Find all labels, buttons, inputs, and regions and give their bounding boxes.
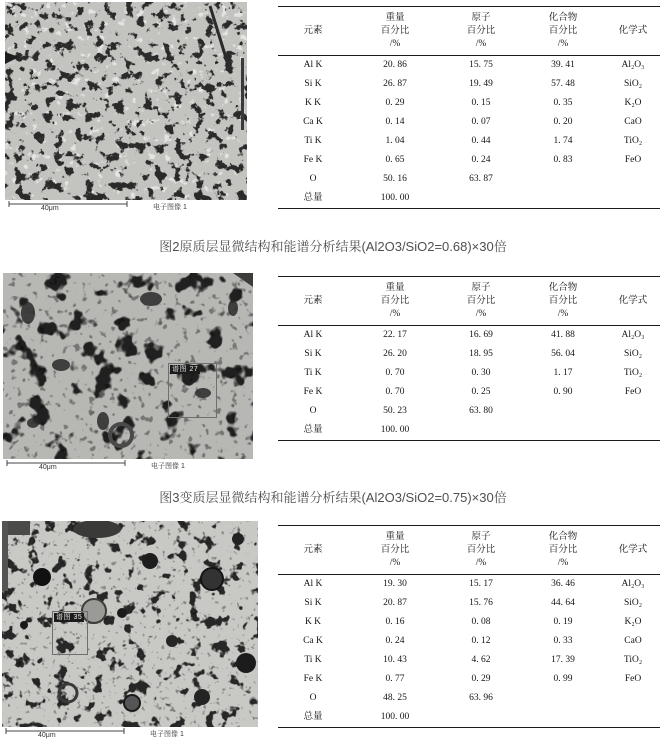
table-cell	[442, 708, 520, 728]
table-cell: 17. 39	[551, 655, 575, 665]
table-cell: 100. 00	[380, 712, 410, 722]
column-header: 重量 百分比 /%	[380, 283, 410, 319]
column-header: 化学式	[618, 26, 648, 36]
table-cell: CaO	[624, 636, 642, 646]
eds-table-column	[266, 519, 666, 728]
figure-caption: 图3变质层显微结构和能谱分析结果(Al2O3/SiO2=0.75)×30倍	[159, 490, 507, 505]
table-cell	[442, 421, 520, 441]
table-cell: TiO₂	[623, 368, 643, 378]
table-row	[278, 651, 660, 670]
scale-strip	[2, 727, 258, 741]
column-header: 重量 百分比 /%	[380, 532, 410, 568]
sem-micrograph	[5, 2, 247, 200]
table-cell: 0. 70	[385, 368, 405, 378]
scale-label: 40μm	[38, 732, 56, 739]
table-cell	[520, 708, 606, 728]
table-cell: 0. 08	[471, 617, 491, 627]
sem-image	[5, 2, 247, 214]
table-cell: K₂O	[624, 617, 642, 627]
sem-image-column	[0, 0, 266, 214]
table-header-row	[278, 277, 660, 326]
eds-table-column	[266, 0, 666, 209]
table-cell: 0. 20	[553, 117, 573, 127]
table-cell: 4. 62	[471, 655, 491, 665]
table-cell: Al₂O₃	[621, 579, 645, 589]
table-row	[278, 56, 660, 76]
detector-label: 电子图像 1	[153, 204, 187, 211]
column-header: 原子 百分比 /%	[466, 13, 496, 49]
table-row	[278, 94, 660, 113]
table-cell: 18. 95	[469, 349, 493, 359]
table-cell: 48. 25	[383, 693, 407, 703]
table-cell	[520, 421, 606, 441]
table-cell: CaO	[624, 117, 642, 127]
column-header: 化合物 百分比 /%	[548, 532, 578, 568]
table-cell: Ca K	[303, 636, 323, 646]
table-cell: 50. 23	[383, 406, 407, 416]
table-cell: 63. 96	[469, 693, 493, 703]
table-cell: 0. 35	[553, 98, 573, 108]
sem-micrograph	[2, 521, 258, 727]
table-cell: 10. 43	[383, 655, 407, 665]
scale-label: 40μm	[41, 205, 59, 212]
table-cell: 63. 80	[469, 406, 493, 416]
table-cell: SiO₂	[623, 79, 643, 89]
eds-table	[278, 525, 660, 728]
table-cell: 0. 33	[553, 636, 573, 646]
table-cell: 0. 77	[385, 674, 405, 684]
table-cell: 0. 30	[471, 368, 491, 378]
table-cell: Al₂O₃	[621, 330, 645, 340]
table-row	[278, 364, 660, 383]
table-cell	[520, 689, 606, 708]
column-header: 元素	[303, 296, 323, 306]
eds-table	[278, 276, 660, 441]
table-row	[278, 670, 660, 689]
table-cell: 15. 17	[469, 579, 493, 589]
table-cell: 39. 41	[551, 60, 575, 70]
spectrum-annotation-box	[52, 611, 88, 655]
table-cell: 0. 29	[471, 674, 491, 684]
table-cell	[520, 170, 606, 189]
table-cell: 0. 16	[385, 617, 405, 627]
sem-image-column	[0, 519, 266, 741]
table-cell: 0. 07	[471, 117, 491, 127]
table-row	[278, 575, 660, 595]
table-cell: 100. 00	[380, 193, 410, 203]
table-cell: K₂O	[624, 98, 642, 108]
spectrum-annotation-box	[168, 363, 217, 418]
table-cell: 26. 87	[383, 79, 407, 89]
table-row	[278, 613, 660, 632]
table-cell: 19. 49	[469, 79, 493, 89]
table-cell: 22. 17	[383, 330, 407, 340]
table-cell: 15. 76	[469, 598, 493, 608]
table-row	[278, 383, 660, 402]
spectrum-annotation-label: 谱图 27	[172, 366, 199, 373]
table-cell: 44. 64	[551, 598, 575, 608]
table-cell: 总量	[303, 425, 323, 435]
table-cell: 0. 65	[385, 155, 405, 165]
table-cell	[606, 189, 660, 209]
column-header: 原子 百分比 /%	[466, 283, 496, 319]
table-header-row	[278, 526, 660, 575]
table-cell	[606, 708, 660, 728]
table-cell: Ti K	[304, 655, 322, 665]
table-row	[278, 189, 660, 209]
table-cell: 50. 16	[383, 174, 407, 184]
table-cell: 0. 24	[471, 155, 491, 165]
column-header: 原子 百分比 /%	[466, 532, 496, 568]
table-cell: FeO	[624, 674, 642, 684]
table-cell: Ca K	[303, 117, 323, 127]
detector-label: 电子图像 1	[150, 731, 184, 738]
table-cell: 16. 69	[469, 330, 493, 340]
table-cell: 0. 44	[471, 136, 491, 146]
table-cell: 57. 48	[551, 79, 575, 89]
table-cell: FeO	[624, 387, 642, 397]
column-header: 元素	[303, 545, 323, 555]
table-cell: Al₂O₃	[621, 60, 645, 70]
scale-label: 40μm	[39, 464, 57, 471]
figure-caption: 图2原质层显微结构和能谱分析结果(Al2O3/SiO2=0.68)×30倍	[159, 239, 507, 254]
table-cell	[520, 189, 606, 209]
table-cell: 0. 99	[553, 674, 573, 684]
table-row	[278, 132, 660, 151]
table-row	[278, 170, 660, 189]
table-cell: 0. 14	[385, 117, 405, 127]
spectrum-annotation-label: 谱图 35	[56, 614, 83, 621]
table-row	[278, 345, 660, 364]
table-cell: TiO₂	[623, 136, 643, 146]
table-cell: Al K	[303, 330, 323, 340]
table-row	[278, 632, 660, 651]
figure-section-2	[0, 270, 666, 473]
table-cell: 26. 20	[383, 349, 407, 359]
table-cell: K K	[304, 98, 322, 108]
table-cell: 41. 88	[551, 330, 575, 340]
table-cell: SiO₂	[623, 598, 643, 608]
table-cell: 总量	[303, 712, 323, 722]
column-header: 化合物 百分比 /%	[548, 283, 578, 319]
table-cell: 0. 29	[385, 98, 405, 108]
table-cell: FeO	[624, 155, 642, 165]
table-cell: 56. 04	[551, 349, 575, 359]
table-cell: Ti K	[304, 136, 322, 146]
scale-bar	[6, 460, 126, 467]
table-cell: Fe K	[303, 387, 323, 397]
table-cell: Fe K	[303, 674, 323, 684]
table-cell: O	[309, 174, 317, 184]
table-cell: 0. 25	[471, 387, 491, 397]
table-cell: 100. 00	[380, 425, 410, 435]
scale-bar	[5, 728, 125, 735]
table-cell: O	[309, 406, 317, 416]
table-cell: K K	[304, 617, 322, 627]
table-cell: Al K	[303, 579, 323, 589]
table-row	[278, 402, 660, 421]
table-cell: 1. 04	[385, 136, 405, 146]
table-cell: Al K	[303, 60, 323, 70]
table-cell: 19. 30	[383, 579, 407, 589]
table-cell: 0. 70	[385, 387, 405, 397]
table-cell: 0. 83	[553, 155, 573, 165]
table-cell: Si K	[304, 598, 322, 608]
table-header-row	[278, 7, 660, 56]
column-header: 元素	[303, 26, 323, 36]
column-header: 重量 百分比 /%	[380, 13, 410, 49]
table-row	[278, 689, 660, 708]
table-cell	[606, 402, 660, 421]
table-cell: Fe K	[303, 155, 323, 165]
table-row	[278, 708, 660, 728]
table-cell: 0. 15	[471, 98, 491, 108]
table-cell: 15. 75	[469, 60, 493, 70]
table-cell: Ti K	[304, 368, 322, 378]
table-cell: TiO₂	[623, 655, 643, 665]
scale-strip	[3, 459, 253, 473]
table-cell	[606, 170, 660, 189]
table-cell: O	[309, 693, 317, 703]
table-cell	[520, 402, 606, 421]
table-cell: 总量	[303, 193, 323, 203]
scale-strip	[5, 200, 247, 214]
detector-label: 电子图像 1	[151, 463, 185, 470]
table-cell: 36. 46	[551, 579, 575, 589]
table-cell: 1. 74	[553, 136, 573, 146]
table-row	[278, 113, 660, 132]
table-cell: 0. 12	[471, 636, 491, 646]
column-header: 化合物 百分比 /%	[548, 13, 578, 49]
figure-section-1	[0, 0, 666, 214]
column-header: 化学式	[618, 296, 648, 306]
table-cell: 20. 87	[383, 598, 407, 608]
table-cell: Si K	[304, 79, 322, 89]
table-row	[278, 326, 660, 346]
table-cell	[606, 421, 660, 441]
table-cell	[606, 689, 660, 708]
table-cell: 0. 90	[553, 387, 573, 397]
table-row	[278, 594, 660, 613]
table-cell: 0. 24	[385, 636, 405, 646]
table-cell: 1. 17	[553, 368, 573, 378]
table-cell: 20. 86	[383, 60, 407, 70]
column-header: 化学式	[618, 545, 648, 555]
figure-section-3	[0, 519, 666, 741]
sem-image	[2, 521, 258, 741]
sem-image-column	[0, 270, 266, 473]
table-row	[278, 421, 660, 441]
eds-table	[278, 6, 660, 209]
table-row	[278, 75, 660, 94]
table-cell: 0. 19	[553, 617, 573, 627]
table-cell: SiO₂	[623, 349, 643, 359]
table-row	[278, 151, 660, 170]
table-cell	[442, 189, 520, 209]
eds-table-column	[266, 270, 666, 441]
table-cell: Si K	[304, 349, 322, 359]
sem-image	[3, 273, 253, 473]
scale-bar	[8, 201, 128, 208]
table-cell: 63. 87	[469, 174, 493, 184]
